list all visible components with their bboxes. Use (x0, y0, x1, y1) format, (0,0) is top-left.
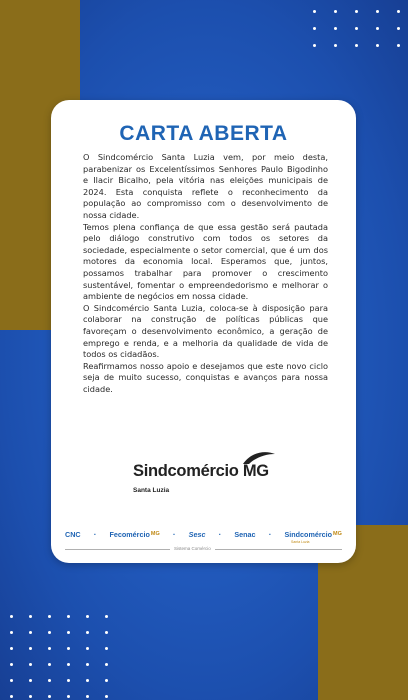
logo-name: Sindcomércio (133, 462, 239, 480)
paragraph: Reafirmamos nosso apoio e desejamos que este novo ciclo seja de muito sucesso, conquistas e avanços para nossa cidade. (83, 360, 328, 394)
paragraph: O Sindcomércio Santa Luzia vem, por meio desta, parabenizar os Excelentíssimos Senhores Paulo Bigodinho e Ilacir Bicalho, pela vitória nas eleições municipais de 2024. Esta conquista reflete o reconhecimento da população ao compromisso com o desenvolvimento de nossa cidade. (83, 152, 328, 220)
paragraph: Temos plena confiança de que essa gestão será pautada pelo diálogo construtivo com todos os setores da sociedade, especialmente o setor comercial, que é um dos motores da economia local. Esperamos que, juntos, possamos trabalhar para promover o crescimento sustentável, fomentar o empreendedorismo e melhorar o ambiente de negócios em nossa cidade. (83, 221, 328, 302)
paragraph: O Sindcomércio Santa Luzia, coloca-se à disposição para colaborar na construção de políticas públicas que favoreçam o desenvolvimento econômico, a geração de emprego e renda, e a melhoria da qualidade de vida de todos os cidadãos. (83, 302, 328, 360)
partner-logos-footer (65, 525, 342, 555)
dot-pattern-bottom-left (10, 615, 108, 698)
letter-card (51, 100, 356, 563)
system-label: Sistema Comércio (170, 546, 215, 551)
dot-pattern-top-right (313, 10, 400, 47)
separator-dot: · (93, 529, 97, 539)
sindcomercio-footer-sub: Santa Luzia (291, 540, 310, 544)
separator-dot: · (268, 529, 272, 539)
sesc-logo: Sesc (188, 529, 206, 539)
senac-logo: Senac (234, 529, 256, 539)
fecomercio-logo: Fecomércio MG (109, 529, 160, 539)
separator-dot: · (218, 529, 222, 539)
letter-title: CARTA ABERTA (119, 122, 288, 145)
letter-body (83, 152, 328, 395)
sindcomercio-footer-logo: Sindcomércio MG (284, 529, 342, 539)
logo-accent: MG (242, 462, 269, 480)
swoosh-icon (241, 450, 277, 466)
separator-dot: · (172, 529, 176, 539)
logo-subtitle: Santa Luzia (133, 487, 170, 494)
sindcomercio-logo (133, 462, 293, 502)
cnc-logo: CNC (65, 529, 81, 539)
